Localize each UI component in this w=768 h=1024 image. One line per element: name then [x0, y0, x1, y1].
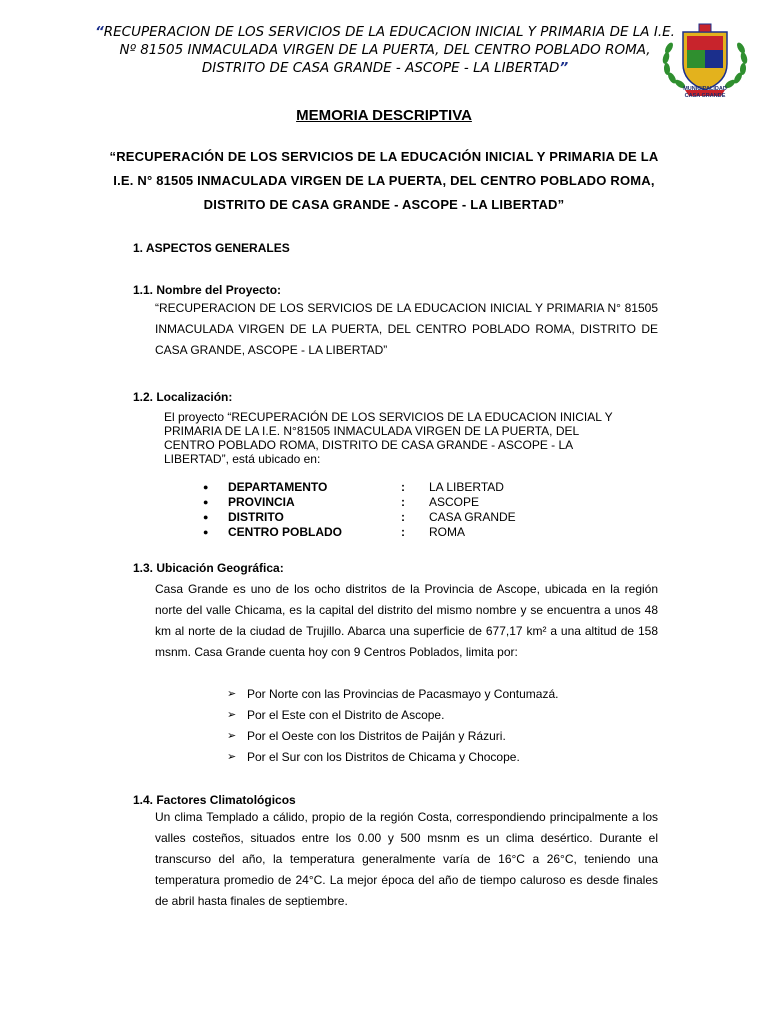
bullet-icon: ●: [203, 482, 209, 492]
arrow-bullet-icon: ➢: [227, 709, 237, 721]
location-item: [203, 495, 523, 510]
limit-item: [227, 684, 647, 705]
location-item: [203, 525, 523, 540]
logo-caption-line-2: CASA GRANDE: [684, 92, 726, 99]
header-text: RECUPERACION DE LOS SERVICIOS DE LA EDUCACION INICIAL Y PRIMARIA DE LA I.E. Nº 81505 INMACULADA VIRGEN DE LA PUERTA, DEL CENTRO POBLADO ROMA, DISTRITO DE CASA GRANDE - ASCOPE - LA LIBERTAD: [103, 24, 675, 76]
location-colon: :: [401, 480, 405, 494]
limit-text: Por Norte con las Provincias de Pacasmayo y Contumazá.: [247, 687, 559, 701]
limit-text: Por el Oeste con los Distritos de Paiján y Rázuri.: [247, 729, 506, 743]
location-colon: :: [401, 525, 405, 539]
header-open-quote: “: [95, 24, 104, 40]
bullet-icon: ●: [203, 527, 209, 537]
bullet-icon: ●: [203, 497, 209, 507]
arrow-bullet-icon: ➢: [227, 688, 237, 700]
header-close-quote: ”: [559, 60, 569, 76]
location-value: ROMA: [429, 525, 465, 539]
section-1-4-body: Un clima Templado a cálido, propio de la región Costa, correspondiendo principalmente a los valles costeños, situados entre los 0.00 y 500 msnm es un clima desértico. Durante el transcurso del año, la temperatura generalmente varía de 16°C a 26°C, teniendo una temperatura promedio de 24°C. La mejor época del año de tiempo caluroso es desde finales de abril hasta finales de septiembre.: [155, 810, 658, 908]
section-1-1-body: “RECUPERACION DE LOS SERVICIOS DE LA EDUCACION INICIAL Y PRIMARIA N° 81505 INMACULADA VIRGEN DE LA PUERTA, DEL CENTRO POBLADO ROMA, DISTRITO DE CASA GRANDE, ASCOPE - LA LIBERTAD”: [155, 301, 658, 357]
location-item: [203, 480, 523, 495]
section-1-3-body: Casa Grande es uno de los ocho distritos de la Provincia de Ascope, ubicada en la región norte del valle Chicama, es la capital del distrito del mismo nombre y se encuentra a unos 48 km al norte de la ciudad de Trujillo. Abarca una superficie de 677,17 km² a una altitud de 158 msnm. Casa Grande cuenta hoy con 9 Centros Poblados, limita por:: [155, 582, 658, 659]
limit-text: Por el Sur con los Distritos de Chicama y Chocope.: [247, 750, 520, 764]
limit-item: [227, 726, 647, 747]
arrow-bullet-icon: ➢: [227, 730, 237, 742]
section-1-3-heading: 1.3. Ubicación Geográfica:: [133, 561, 284, 575]
document-header: [95, 23, 675, 77]
location-value: CASA GRANDE: [429, 510, 516, 524]
section-1-2-heading: 1.2. Localización:: [133, 390, 233, 404]
location-key: DEPARTAMENTO: [228, 480, 328, 494]
location-value: ASCOPE: [429, 495, 480, 509]
section-1-2-body: El proyecto “RECUPERACIÓN DE LOS SERVICIOS DE LA EDUCACION INICIAL Y PRIMARIA DE LA I.E. N°81505 INMACULADA VIRGEN DE LA PUERTA, DEL CENTRO POBLADO ROMA, DISTRITO DE CASA GRANDE - ASCOPE - LA LIBERTAD”, está ubicado en:: [164, 410, 613, 466]
section-1-heading: 1. ASPECTOS GENERALES: [133, 241, 290, 255]
limits-list: [227, 684, 647, 768]
location-key: CENTRO POBLADO: [228, 525, 342, 539]
location-value: LA LIBERTAD: [429, 480, 504, 494]
section-1-4-heading: 1.4. Factores Climatológicos: [133, 793, 296, 807]
limit-item: [227, 705, 647, 726]
location-list: [203, 480, 523, 540]
location-key: DISTRITO: [228, 510, 284, 524]
location-colon: :: [401, 510, 405, 524]
arrow-bullet-icon: ➢: [227, 751, 237, 763]
limit-item: [227, 747, 647, 768]
location-colon: :: [401, 495, 405, 509]
location-item: [203, 510, 523, 525]
logo-caption-line-1: MUNICIPALIDAD: [683, 86, 727, 92]
section-1-1-heading: 1.1. Nombre del Proyecto:: [133, 283, 282, 297]
limit-text: Por el Este con el Distrito de Ascope.: [247, 708, 445, 722]
document-title: MEMORIA DESCRIPTIVA: [296, 107, 472, 124]
bullet-icon: ●: [203, 512, 209, 522]
location-key: PROVINCIA: [228, 495, 295, 509]
logo-caption: [655, 86, 755, 99]
document-subtitle: “RECUPERACIÓN DE LOS SERVICIOS DE LA EDUCACIÓN INICIAL Y PRIMARIA DE LA I.E. N° 81505 INMACULADA VIRGEN DE LA PUERTA, DEL CENTRO POBLADO ROMA, DISTRITO DE CASA GRANDE - ASCOPE - LA LIBERTAD”: [109, 149, 659, 212]
